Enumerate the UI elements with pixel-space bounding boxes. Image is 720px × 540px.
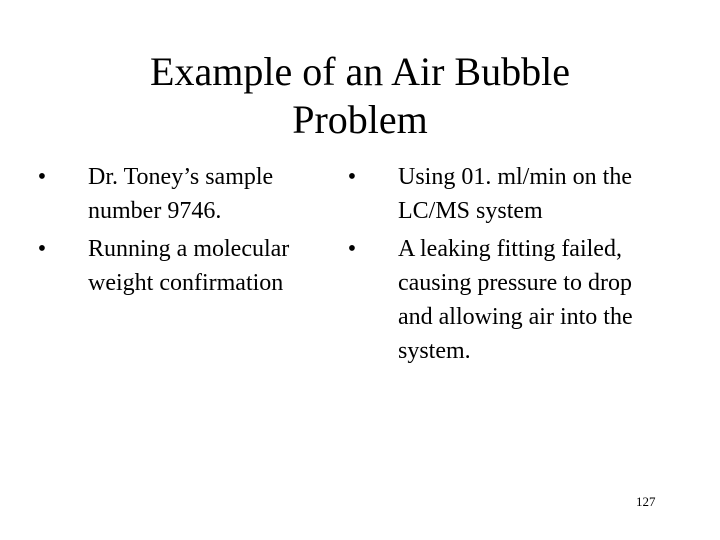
list-item — [30, 232, 320, 300]
title-line-1: Example of an Air Bubble — [150, 49, 570, 94]
bullet-icon: • — [347, 164, 357, 190]
bullet-text: Running a molecular weight confirmation — [88, 236, 290, 296]
slide-title — [60, 48, 660, 144]
bullet-icon: • — [37, 236, 47, 262]
list-item — [340, 160, 640, 228]
bullet-text: Using 01. ml/min on the LC/MS system — [398, 164, 632, 224]
bullet-text: A leaking fitting failed, causing pressure to drop and allowing air into the system. — [398, 236, 633, 364]
list-item — [340, 232, 640, 368]
bullet-icon: • — [37, 164, 47, 190]
bullet-icon: • — [347, 236, 357, 262]
title-line-2: Problem — [292, 97, 428, 142]
left-bullet-list — [30, 160, 320, 304]
page-number: 127 — [636, 494, 656, 509]
bullet-text: Dr. Toney’s sample number 9746. — [88, 164, 274, 224]
list-item — [30, 160, 320, 228]
right-bullet-list — [340, 160, 640, 372]
